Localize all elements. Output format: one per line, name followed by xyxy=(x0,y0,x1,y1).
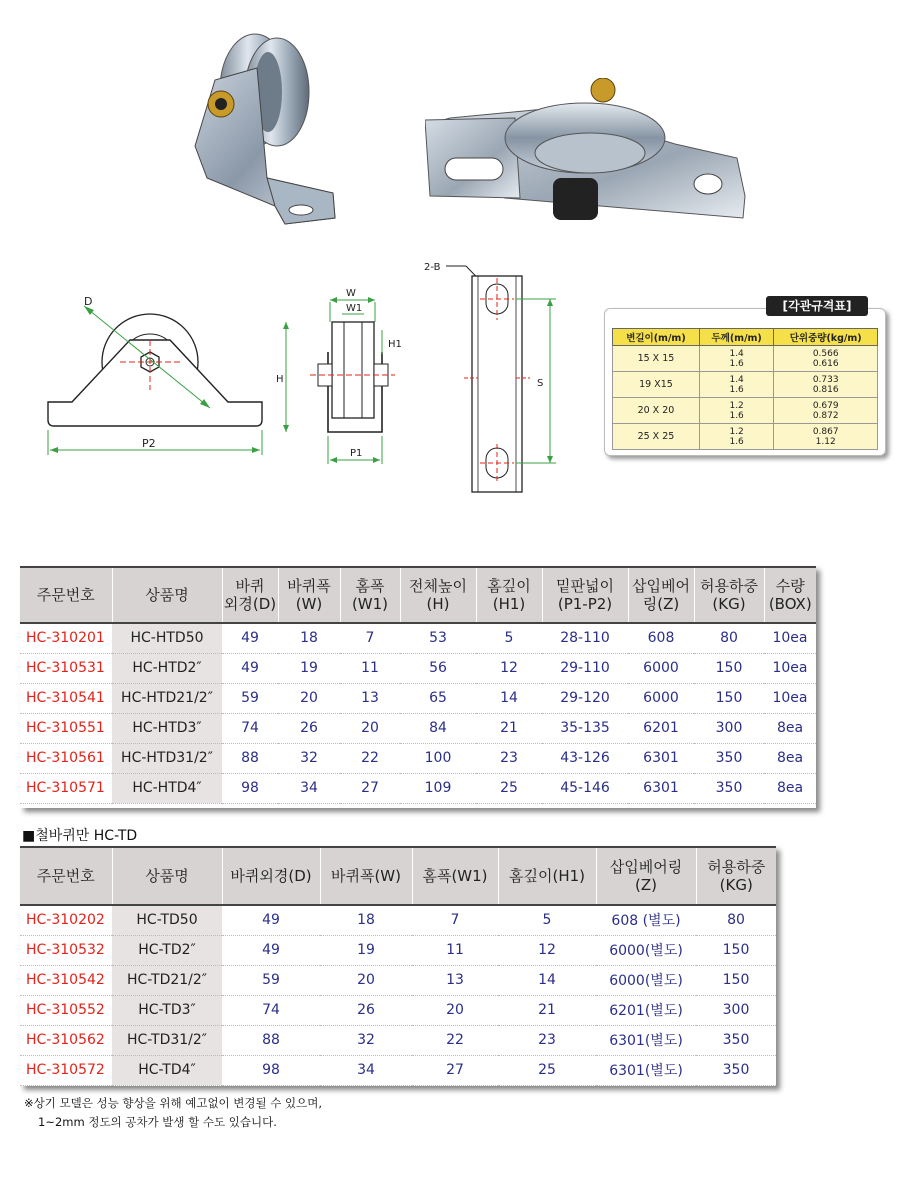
spec-thickness-1: 1.4 xyxy=(729,374,744,385)
spec-thickness-2: 1.6 xyxy=(729,410,744,421)
spec-thickness-1: 1.2 xyxy=(729,426,744,437)
spec-value: 8ea xyxy=(764,773,816,803)
order-number: HC-310552 xyxy=(20,995,112,1025)
spec-value: 14 xyxy=(476,683,542,713)
column-header: 홈깊이 (H1) xyxy=(476,567,542,623)
spec-value: 25 xyxy=(476,773,542,803)
table-row xyxy=(20,905,776,935)
spec-size: 15 X 15 xyxy=(613,346,700,372)
spec-value: 6201(별도) xyxy=(596,995,696,1025)
spec-value: 100 xyxy=(400,743,476,773)
spec-thickness xyxy=(699,346,774,372)
table-row xyxy=(20,743,816,773)
spec-value: 19 xyxy=(320,935,412,965)
column-header: 홈깊이(H1) xyxy=(498,847,596,905)
spec-thickness-1: 1.2 xyxy=(729,400,744,411)
spec-value: 98 xyxy=(222,1055,320,1085)
spec-value: 5 xyxy=(498,905,596,935)
product-name: HC-TD4″ xyxy=(112,1055,222,1085)
product-photo-side xyxy=(425,78,750,228)
label-w: W xyxy=(346,288,356,299)
column-header: 밑판넓이 (P1-P2) xyxy=(542,567,628,623)
spec-value: 11 xyxy=(412,935,498,965)
label-p2: P2 xyxy=(142,437,156,450)
spec-weight-1: 0.867 xyxy=(812,426,839,437)
spec-value: 350 xyxy=(694,743,764,773)
spec-value: 28-110 xyxy=(542,623,628,653)
spec-weight-1: 0.566 xyxy=(812,348,839,359)
product-name: HC-HTD31/2″ xyxy=(112,743,222,773)
spec-row xyxy=(613,424,878,450)
label-h: H xyxy=(276,374,284,385)
spec-thickness-2: 1.6 xyxy=(729,358,744,369)
column-header: 수량 (BOX) xyxy=(764,567,816,623)
spec-value: 74 xyxy=(222,995,320,1025)
disclaimer-note xyxy=(24,1094,322,1132)
spec-value: 88 xyxy=(222,743,278,773)
spec-value: 26 xyxy=(278,713,340,743)
spec-value: 18 xyxy=(320,905,412,935)
spec-value: 84 xyxy=(400,713,476,743)
column-header: 주문번호 xyxy=(20,847,112,905)
spec-value: 32 xyxy=(278,743,340,773)
spec-value: 29-120 xyxy=(542,683,628,713)
spec-value: 13 xyxy=(340,683,400,713)
spec-value: 6301 xyxy=(628,773,694,803)
spec-value: 109 xyxy=(400,773,476,803)
product-name: HC-TD21/2″ xyxy=(112,965,222,995)
spec-value: 6000(별도) xyxy=(596,935,696,965)
column-header: 허용하중 (KG) xyxy=(694,567,764,623)
spec-size: 20 X 20 xyxy=(613,398,700,424)
spec-value: 11 xyxy=(340,653,400,683)
product-name: HC-HTD4″ xyxy=(112,773,222,803)
label-w1: W1 xyxy=(346,303,363,314)
spec-value: 23 xyxy=(476,743,542,773)
label-h1: H1 xyxy=(388,339,402,350)
spec-value: 13 xyxy=(412,965,498,995)
spec-value: 14 xyxy=(498,965,596,995)
spec-value: 88 xyxy=(222,1025,320,1055)
spec-value: 6201 xyxy=(628,713,694,743)
spec-size: 25 X 25 xyxy=(613,424,700,450)
spec-value: 350 xyxy=(694,773,764,803)
product-name: HC-TD50 xyxy=(112,905,222,935)
product-name: HC-HTD3″ xyxy=(112,713,222,743)
spec-value: 608 xyxy=(628,623,694,653)
spec-value: 19 xyxy=(278,653,340,683)
order-number: HC-310571 xyxy=(20,773,112,803)
column-header: 홈폭(W1) xyxy=(412,847,498,905)
product-table-steel-wheel xyxy=(20,846,776,1086)
spec-value: 20 xyxy=(340,713,400,743)
spec-value: 300 xyxy=(696,995,776,1025)
spec-value: 98 xyxy=(222,773,278,803)
spec-value: 6301(별도) xyxy=(596,1025,696,1055)
order-number: HC-310202 xyxy=(20,905,112,935)
note-line-1: ※상기 모델은 성능 향상을 위해 예고없이 변경될 수 있으며, xyxy=(24,1096,323,1110)
spec-value: 7 xyxy=(412,905,498,935)
spec-value: 300 xyxy=(694,713,764,743)
label-s: S xyxy=(537,378,544,389)
spec-value: 150 xyxy=(696,935,776,965)
spec-value: 74 xyxy=(222,713,278,743)
spec-value: 10ea xyxy=(764,683,816,713)
order-number: HC-310531 xyxy=(20,653,112,683)
order-number: HC-310541 xyxy=(20,683,112,713)
column-header: 바퀴폭 (W) xyxy=(278,567,340,623)
label-p1: P1 xyxy=(350,448,363,459)
spec-weight-2: 1.12 xyxy=(815,436,836,447)
spec-value: 49 xyxy=(222,905,320,935)
spec-value: 49 xyxy=(222,653,278,683)
spec-value: 6000 xyxy=(628,653,694,683)
spec-value: 45-146 xyxy=(542,773,628,803)
spec-value: 20 xyxy=(320,965,412,995)
table-row xyxy=(20,995,776,1025)
product-name: HC-HTD50 xyxy=(112,623,222,653)
label-d: D xyxy=(84,295,93,308)
spec-value: 150 xyxy=(696,965,776,995)
product-name: HC-HTD2″ xyxy=(112,653,222,683)
spec-thickness-1: 1.4 xyxy=(729,348,744,359)
product-table-roller xyxy=(20,566,816,804)
spec-value: 6301 xyxy=(628,743,694,773)
spec-value: 5 xyxy=(476,623,542,653)
table-row xyxy=(20,683,816,713)
spec-weight xyxy=(774,346,878,372)
column-header: 삽입베어링 (Z) xyxy=(596,847,696,905)
order-number: HC-310562 xyxy=(20,1025,112,1055)
table-row xyxy=(20,713,816,743)
spec-value: 10ea xyxy=(764,623,816,653)
spec-value: 56 xyxy=(400,653,476,683)
column-header: 상품명 xyxy=(112,847,222,905)
spec-value: 80 xyxy=(694,623,764,653)
order-number: HC-310542 xyxy=(20,965,112,995)
spec-thickness xyxy=(699,372,774,398)
order-number: HC-310572 xyxy=(20,1055,112,1085)
column-header: 주문번호 xyxy=(20,567,112,623)
column-header: 홈폭 (W1) xyxy=(340,567,400,623)
spec-value: 10ea xyxy=(764,653,816,683)
spec-value: 35-135 xyxy=(542,713,628,743)
product-name: HC-TD31/2″ xyxy=(112,1025,222,1055)
spec-value: 22 xyxy=(340,743,400,773)
spec-value: 25 xyxy=(498,1055,596,1085)
spec-value: 6000(별도) xyxy=(596,965,696,995)
spec-header: 변길이(m/m) xyxy=(613,329,700,346)
spec-row xyxy=(613,398,878,424)
spec-value: 8ea xyxy=(764,743,816,773)
spec-value: 34 xyxy=(278,773,340,803)
spec-value: 12 xyxy=(498,935,596,965)
product-photo-front xyxy=(185,28,355,228)
spec-header: 단위중량(kg/m) xyxy=(774,329,878,346)
table-row xyxy=(20,773,816,803)
spec-value: 20 xyxy=(278,683,340,713)
spec-row xyxy=(613,372,878,398)
drawing-front-view xyxy=(40,290,272,465)
spec-thickness xyxy=(699,398,774,424)
spec-value: 80 xyxy=(696,905,776,935)
spec-value: 350 xyxy=(696,1055,776,1085)
spec-weight-1: 0.679 xyxy=(812,400,839,411)
order-number: HC-310561 xyxy=(20,743,112,773)
spec-row xyxy=(613,346,878,372)
spec-value: 8ea xyxy=(764,713,816,743)
table-row xyxy=(20,653,816,683)
spec-size: 19 X15 xyxy=(613,372,700,398)
spec-value: 59 xyxy=(222,683,278,713)
spec-weight-2: 0.816 xyxy=(812,384,839,395)
spec-value: 29-110 xyxy=(542,653,628,683)
spec-value: 59 xyxy=(222,965,320,995)
spec-thickness-2: 1.6 xyxy=(729,436,744,447)
spec-weight xyxy=(774,424,878,450)
column-header: 삽입베어 링(Z) xyxy=(628,567,694,623)
product-name: HC-TD3″ xyxy=(112,995,222,1025)
note-line-2: 1~2mm 정도의 공차가 발생 할 수도 있습니다. xyxy=(38,1115,277,1129)
spec-value: 32 xyxy=(320,1025,412,1055)
table-row xyxy=(20,1025,776,1055)
column-header: 상품명 xyxy=(112,567,222,623)
spec-value: 7 xyxy=(340,623,400,653)
product-name: HC-TD2″ xyxy=(112,935,222,965)
spec-value: 49 xyxy=(222,935,320,965)
spec-title: [각관규격표] xyxy=(766,296,868,316)
order-number: HC-310532 xyxy=(20,935,112,965)
product-name: HC-HTD21/2″ xyxy=(112,683,222,713)
spec-value: 6301(별도) xyxy=(596,1055,696,1085)
spec-value: 20 xyxy=(412,995,498,1025)
spec-value: 43-126 xyxy=(542,743,628,773)
spec-value: 27 xyxy=(412,1055,498,1085)
spec-header: 두께(m/m) xyxy=(699,329,774,346)
spec-value: 21 xyxy=(498,995,596,1025)
drawing-plate-view xyxy=(420,258,570,498)
spec-value: 34 xyxy=(320,1055,412,1085)
spec-value: 350 xyxy=(696,1025,776,1055)
spec-value: 18 xyxy=(278,623,340,653)
spec-thickness xyxy=(699,424,774,450)
table-row xyxy=(20,623,816,653)
column-header: 허용하중 (KG) xyxy=(696,847,776,905)
spec-value: 21 xyxy=(476,713,542,743)
column-header: 바퀴폭(W) xyxy=(320,847,412,905)
table-row xyxy=(20,935,776,965)
table-row xyxy=(20,965,776,995)
spec-thickness-2: 1.6 xyxy=(729,384,744,395)
spec-value: 150 xyxy=(694,653,764,683)
drawing-side-view xyxy=(270,282,415,472)
column-header: 바퀴외경(D) xyxy=(222,847,320,905)
spec-value: 49 xyxy=(222,623,278,653)
spec-value: 22 xyxy=(412,1025,498,1055)
spec-value: 53 xyxy=(400,623,476,653)
spec-value: 6000 xyxy=(628,683,694,713)
spec-value: 12 xyxy=(476,653,542,683)
spec-value: 26 xyxy=(320,995,412,1025)
section-title-steel-wheel: ■철바퀴만 HC-TD xyxy=(22,828,138,844)
spec-value: 65 xyxy=(400,683,476,713)
column-header: 전체높이 (H) xyxy=(400,567,476,623)
order-number: HC-310201 xyxy=(20,623,112,653)
table-row xyxy=(20,1055,776,1085)
order-number: HC-310551 xyxy=(20,713,112,743)
spec-weight-1: 0.733 xyxy=(812,374,839,385)
spec-table xyxy=(612,328,878,450)
label-2b: 2-B xyxy=(424,262,441,273)
column-header: 바퀴 외경(D) xyxy=(222,567,278,623)
spec-value: 23 xyxy=(498,1025,596,1055)
spec-weight-2: 0.872 xyxy=(812,410,839,421)
spec-value: 27 xyxy=(340,773,400,803)
spec-value: 608 (별도) xyxy=(596,905,696,935)
spec-weight xyxy=(774,372,878,398)
spec-weight xyxy=(774,398,878,424)
spec-weight-2: 0.616 xyxy=(812,358,839,369)
spec-value: 150 xyxy=(694,683,764,713)
